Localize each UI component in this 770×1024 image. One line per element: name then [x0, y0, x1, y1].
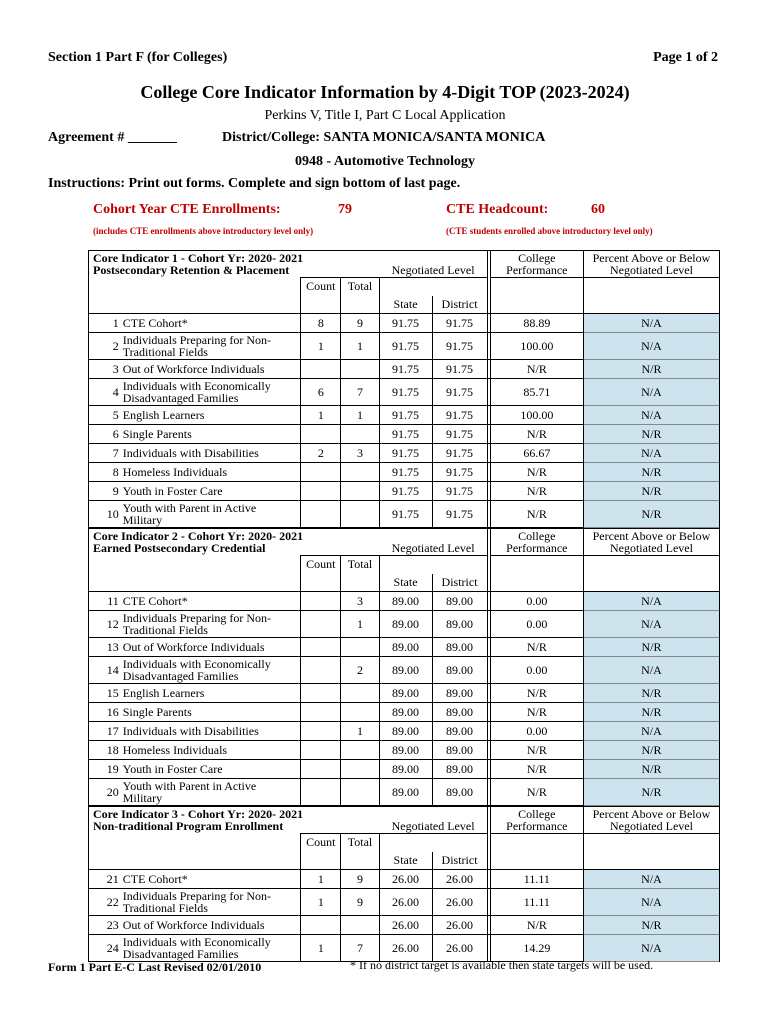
- count-cell: 1: [301, 333, 341, 360]
- percent-cell: N/A: [583, 592, 719, 611]
- percent-cell: N/A: [583, 657, 719, 684]
- state-level-cell: 89.00: [379, 592, 432, 611]
- table-row: [89, 684, 719, 703]
- state-header: State: [379, 852, 432, 870]
- district-level-cell: 91.75: [432, 482, 487, 501]
- state-level-cell: 91.75: [379, 360, 432, 379]
- indicator-subtitle: Non-traditional Program Enrollment: [93, 819, 284, 833]
- count-cell: 1: [301, 935, 341, 962]
- percent-cell: N/A: [583, 406, 719, 425]
- percent-cell: N/R: [583, 638, 719, 657]
- district-level-cell: 91.75: [432, 379, 487, 406]
- row-label: English Learners: [121, 684, 301, 703]
- table-row: [89, 501, 719, 528]
- count-cell: [301, 657, 341, 684]
- page-number: Page 1 of 2: [653, 50, 718, 65]
- percent-cell: N/R: [583, 501, 719, 528]
- percent-cell: N/R: [583, 760, 719, 779]
- indicator-title: Core Indicator 1 - Cohort Yr: 2020- 2021: [93, 251, 304, 265]
- indicator-title: Core Indicator 3 - Cohort Yr: 2020- 2021: [93, 807, 304, 821]
- count-cell: 8: [301, 314, 341, 333]
- college-performance-header: College Performance: [490, 251, 583, 278]
- percent-cell: N/A: [583, 722, 719, 741]
- total-header: Total: [341, 834, 379, 852]
- row-number: 15: [89, 684, 121, 703]
- table-row: [89, 463, 719, 482]
- count-cell: [301, 501, 341, 528]
- performance-cell: 0.00: [490, 722, 583, 741]
- negotiated-level-header: Negotiated Level: [391, 263, 475, 277]
- table-row: [89, 379, 719, 406]
- total-cell: 3: [341, 592, 379, 611]
- top-code: 0948 - Automotive Technology: [294, 154, 476, 169]
- college-performance-header: College Performance: [490, 529, 583, 556]
- agreement-number: Agreement # _______: [48, 130, 177, 145]
- state-header: State: [379, 574, 432, 592]
- row-label: Individuals with Economically Disadvantaged Families: [121, 657, 301, 684]
- row-label: CTE Cohort*: [121, 592, 301, 611]
- count-header: Count: [301, 834, 341, 852]
- total-cell: [341, 501, 379, 528]
- total-cell: [341, 741, 379, 760]
- percent-cell: N/R: [583, 360, 719, 379]
- district-level-cell: 26.00: [432, 916, 487, 935]
- table-row: [89, 870, 719, 889]
- row-number: 12: [89, 611, 121, 638]
- state-level-cell: 91.75: [379, 463, 432, 482]
- district-level-cell: 89.00: [432, 722, 487, 741]
- count-cell: [301, 684, 341, 703]
- district-level-cell: 89.00: [432, 760, 487, 779]
- percent-cell: N/A: [583, 611, 719, 638]
- state-level-cell: 89.00: [379, 684, 432, 703]
- count-cell: 1: [301, 870, 341, 889]
- table-row: [89, 760, 719, 779]
- district-level-cell: 26.00: [432, 870, 487, 889]
- performance-cell: N/R: [490, 703, 583, 722]
- state-level-cell: 89.00: [379, 741, 432, 760]
- district-level-cell: 89.00: [432, 611, 487, 638]
- total-cell: 1: [341, 722, 379, 741]
- row-number: 1: [89, 314, 121, 333]
- total-cell: [341, 760, 379, 779]
- total-cell: 9: [341, 314, 379, 333]
- table-row: [89, 611, 719, 638]
- row-label: Individuals Preparing for Non-Traditional Fields: [121, 611, 301, 638]
- row-number: 3: [89, 360, 121, 379]
- total-cell: [341, 638, 379, 657]
- row-number: 8: [89, 463, 121, 482]
- percent-above-below-header: Percent Above or Below Negotiated Level: [583, 807, 719, 834]
- performance-cell: N/R: [490, 425, 583, 444]
- state-level-cell: 91.75: [379, 444, 432, 463]
- percent-cell: N/A: [583, 935, 719, 962]
- performance-cell: 0.00: [490, 657, 583, 684]
- total-header: Total: [341, 556, 379, 574]
- count-cell: 2: [301, 444, 341, 463]
- row-label: Youth with Parent in Active Military: [121, 501, 301, 528]
- row-number: 6: [89, 425, 121, 444]
- count-cell: [301, 741, 341, 760]
- state-level-cell: 89.00: [379, 703, 432, 722]
- state-level-cell: 89.00: [379, 638, 432, 657]
- district-level-cell: 26.00: [432, 935, 487, 962]
- performance-cell: N/R: [490, 760, 583, 779]
- district-level-cell: 89.00: [432, 638, 487, 657]
- row-number: 2: [89, 333, 121, 360]
- total-cell: [341, 916, 379, 935]
- count-cell: [301, 760, 341, 779]
- performance-cell: 0.00: [490, 592, 583, 611]
- section-label: Section 1 Part F (for Colleges): [48, 50, 228, 65]
- core-indicator-1-table: [88, 250, 720, 528]
- performance-cell: N/R: [490, 482, 583, 501]
- percent-cell: N/R: [583, 916, 719, 935]
- performance-cell: 14.29: [490, 935, 583, 962]
- indicator-title: Core Indicator 2 - Cohort Yr: 2020- 2021: [93, 529, 304, 543]
- table-row: [89, 657, 719, 684]
- row-label: Youth with Parent in Active Military: [121, 779, 301, 806]
- state-level-cell: 91.75: [379, 501, 432, 528]
- state-level-cell: 91.75: [379, 482, 432, 501]
- total-cell: 1: [341, 611, 379, 638]
- college-performance-header: College Performance: [490, 807, 583, 834]
- state-level-cell: 26.00: [379, 916, 432, 935]
- core-indicator-3-table: [88, 806, 720, 962]
- row-label: CTE Cohort*: [121, 314, 301, 333]
- row-number: 17: [89, 722, 121, 741]
- count-cell: [301, 425, 341, 444]
- performance-cell: N/R: [490, 638, 583, 657]
- table-row: [89, 889, 719, 916]
- count-cell: [301, 916, 341, 935]
- district-level-cell: 89.00: [432, 779, 487, 806]
- percent-cell: N/R: [583, 703, 719, 722]
- footnote: * If no district target is available then state targets will be used.: [350, 958, 654, 972]
- percent-cell: N/R: [583, 482, 719, 501]
- count-cell: [301, 482, 341, 501]
- performance-cell: 11.11: [490, 870, 583, 889]
- row-label: Homeless Individuals: [121, 463, 301, 482]
- total-cell: 2: [341, 657, 379, 684]
- row-number: 10: [89, 501, 121, 528]
- district-level-cell: 89.00: [432, 592, 487, 611]
- table-row: [89, 360, 719, 379]
- state-header: State: [379, 296, 432, 314]
- table-row: [89, 482, 719, 501]
- row-number: 23: [89, 916, 121, 935]
- percent-cell: N/A: [583, 889, 719, 916]
- count-cell: [301, 611, 341, 638]
- indicator-subtitle: Postsecondary Retention & Placement: [93, 263, 290, 277]
- headcount-label: CTE Headcount:: [446, 202, 549, 217]
- total-cell: [341, 360, 379, 379]
- performance-cell: 88.89: [490, 314, 583, 333]
- percent-cell: N/R: [583, 463, 719, 482]
- total-cell: 7: [341, 935, 379, 962]
- total-cell: [341, 684, 379, 703]
- count-cell: [301, 360, 341, 379]
- performance-cell: 100.00: [490, 406, 583, 425]
- district-level-cell: 91.75: [432, 463, 487, 482]
- state-level-cell: 91.75: [379, 406, 432, 425]
- state-level-cell: 89.00: [379, 611, 432, 638]
- count-cell: 1: [301, 889, 341, 916]
- row-label: Homeless Individuals: [121, 741, 301, 760]
- table-row: [89, 444, 719, 463]
- district-level-cell: 89.00: [432, 657, 487, 684]
- count-cell: [301, 703, 341, 722]
- state-level-cell: 91.75: [379, 314, 432, 333]
- count-cell: 6: [301, 379, 341, 406]
- row-number: 21: [89, 870, 121, 889]
- row-label: Individuals with Disabilities: [121, 444, 301, 463]
- table-row: [89, 741, 719, 760]
- headcount-note: (CTE students enrolled above introductory level only): [446, 226, 653, 236]
- total-cell: [341, 463, 379, 482]
- count-cell: [301, 463, 341, 482]
- district-header: District: [432, 574, 487, 592]
- indicator-subtitle: Earned Postsecondary Credential: [93, 541, 266, 555]
- performance-cell: N/R: [490, 501, 583, 528]
- total-cell: 9: [341, 870, 379, 889]
- total-cell: [341, 703, 379, 722]
- performance-cell: N/R: [490, 916, 583, 935]
- table-row: [89, 425, 719, 444]
- row-label: Individuals with Economically Disadvantaged Families: [121, 379, 301, 406]
- state-level-cell: 91.75: [379, 333, 432, 360]
- total-cell: [341, 425, 379, 444]
- row-number: 18: [89, 741, 121, 760]
- table-row: [89, 779, 719, 806]
- district-level-cell: 89.00: [432, 741, 487, 760]
- performance-cell: 85.71: [490, 379, 583, 406]
- core-indicator-2-table: [88, 528, 720, 806]
- count-cell: [301, 722, 341, 741]
- count-cell: [301, 779, 341, 806]
- percent-cell: N/A: [583, 333, 719, 360]
- percent-cell: N/A: [583, 314, 719, 333]
- total-cell: 9: [341, 889, 379, 916]
- row-number: 13: [89, 638, 121, 657]
- row-label: Individuals Preparing for Non-Traditional Fields: [121, 889, 301, 916]
- state-level-cell: 26.00: [379, 935, 432, 962]
- enrollments-note: (includes CTE enrollments above introductory level only): [93, 226, 314, 236]
- district-level-cell: 26.00: [432, 889, 487, 916]
- row-label: Out of Workforce Individuals: [121, 916, 301, 935]
- state-level-cell: 89.00: [379, 657, 432, 684]
- performance-cell: 66.67: [490, 444, 583, 463]
- percent-cell: N/A: [583, 379, 719, 406]
- table-row: [89, 333, 719, 360]
- row-label: CTE Cohort*: [121, 870, 301, 889]
- row-label: Individuals Preparing for Non-Traditional Fields: [121, 333, 301, 360]
- instructions: Instructions: Print out forms. Complete and sign bottom of last page.: [48, 176, 461, 191]
- total-cell: 7: [341, 379, 379, 406]
- performance-cell: N/R: [490, 463, 583, 482]
- state-level-cell: 89.00: [379, 760, 432, 779]
- district-level-cell: 91.75: [432, 333, 487, 360]
- percent-cell: N/A: [583, 870, 719, 889]
- state-level-cell: 91.75: [379, 425, 432, 444]
- row-number: 24: [89, 935, 121, 962]
- enrollments-label: Cohort Year CTE Enrollments:: [93, 202, 281, 217]
- count-cell: [301, 638, 341, 657]
- table-row: [89, 592, 719, 611]
- row-label: Individuals with Economically Disadvantaged Families: [121, 935, 301, 962]
- district-level-cell: 91.75: [432, 425, 487, 444]
- total-cell: [341, 779, 379, 806]
- district-level-cell: 91.75: [432, 360, 487, 379]
- row-label: Single Parents: [121, 425, 301, 444]
- performance-cell: N/R: [490, 360, 583, 379]
- performance-cell: N/R: [490, 779, 583, 806]
- state-level-cell: 91.75: [379, 379, 432, 406]
- form-revision: Form 1 Part E-C Last Revised 02/01/2010: [48, 960, 262, 974]
- negotiated-level-header: Negotiated Level: [391, 541, 475, 555]
- row-number: 20: [89, 779, 121, 806]
- headcount-value: 60: [591, 202, 605, 217]
- total-cell: 1: [341, 333, 379, 360]
- district-header: District: [432, 852, 487, 870]
- row-number: 7: [89, 444, 121, 463]
- district-level-cell: 91.75: [432, 406, 487, 425]
- performance-cell: N/R: [490, 741, 583, 760]
- state-level-cell: 26.00: [379, 889, 432, 916]
- district-level-cell: 91.75: [432, 501, 487, 528]
- district-level-cell: 91.75: [432, 314, 487, 333]
- row-label: Out of Workforce Individuals: [121, 638, 301, 657]
- district-level-cell: 89.00: [432, 684, 487, 703]
- total-cell: 1: [341, 406, 379, 425]
- total-cell: [341, 482, 379, 501]
- enrollments-value: 79: [338, 202, 352, 217]
- performance-cell: 11.11: [490, 889, 583, 916]
- negotiated-level-header: Negotiated Level: [391, 819, 475, 833]
- row-number: 22: [89, 889, 121, 916]
- state-level-cell: 26.00: [379, 870, 432, 889]
- table-row: [89, 722, 719, 741]
- total-cell: 3: [341, 444, 379, 463]
- percent-above-below-header: Percent Above or Below Negotiated Level: [583, 251, 719, 278]
- performance-cell: N/R: [490, 684, 583, 703]
- row-number: 14: [89, 657, 121, 684]
- row-number: 4: [89, 379, 121, 406]
- percent-cell: N/A: [583, 444, 719, 463]
- row-label: Out of Workforce Individuals: [121, 360, 301, 379]
- row-label: Youth in Foster Care: [121, 760, 301, 779]
- row-number: 11: [89, 592, 121, 611]
- table-row: [89, 703, 719, 722]
- table-row: [89, 916, 719, 935]
- district-header: District: [432, 296, 487, 314]
- count-cell: [301, 592, 341, 611]
- percent-cell: N/R: [583, 741, 719, 760]
- table-row: [89, 406, 719, 425]
- row-number: 19: [89, 760, 121, 779]
- row-number: 5: [89, 406, 121, 425]
- row-label: Single Parents: [121, 703, 301, 722]
- count-cell: 1: [301, 406, 341, 425]
- table-row: [89, 638, 719, 657]
- row-label: Individuals with Disabilities: [121, 722, 301, 741]
- performance-cell: 0.00: [490, 611, 583, 638]
- district-level-cell: 89.00: [432, 703, 487, 722]
- percent-cell: N/R: [583, 684, 719, 703]
- table-row: [89, 314, 719, 333]
- row-label: Youth in Foster Care: [121, 482, 301, 501]
- total-header: Total: [341, 278, 379, 296]
- percent-cell: N/R: [583, 779, 719, 806]
- performance-cell: 100.00: [490, 333, 583, 360]
- subtitle: Perkins V, Title I, Part C Local Application: [264, 108, 506, 123]
- district-college: District/College: SANTA MONICA/SANTA MONICA: [222, 130, 546, 145]
- percent-cell: N/R: [583, 425, 719, 444]
- state-level-cell: 89.00: [379, 779, 432, 806]
- row-number: 9: [89, 482, 121, 501]
- district-level-cell: 91.75: [432, 444, 487, 463]
- page-title: College Core Indicator Information by 4-Digit TOP (2023-2024): [140, 82, 630, 102]
- count-header: Count: [301, 278, 341, 296]
- row-label: English Learners: [121, 406, 301, 425]
- row-number: 16: [89, 703, 121, 722]
- percent-above-below-header: Percent Above or Below Negotiated Level: [583, 529, 719, 556]
- count-header: Count: [301, 556, 341, 574]
- state-level-cell: 89.00: [379, 722, 432, 741]
